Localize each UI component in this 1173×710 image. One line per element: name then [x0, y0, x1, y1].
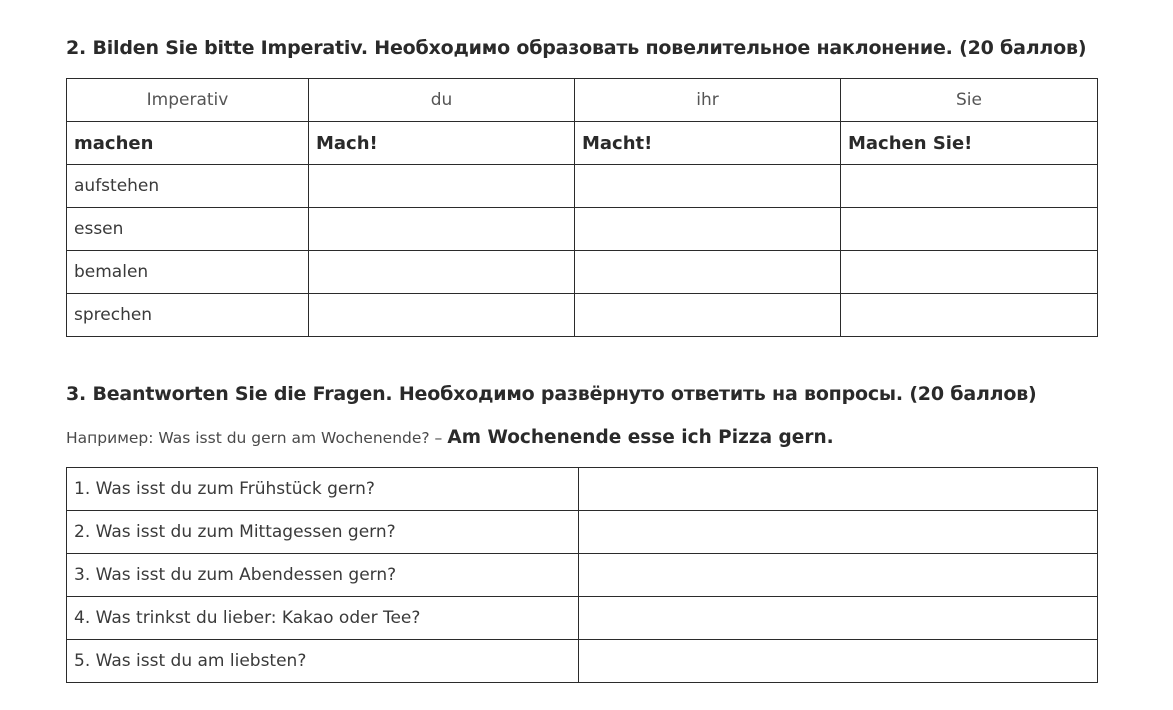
verb-cell: sprechen — [67, 294, 309, 337]
table-row — [67, 597, 1098, 640]
example-ihr-form: Macht! — [575, 122, 841, 165]
answer-cell-sie[interactable] — [841, 294, 1098, 337]
answer-cell-du[interactable] — [309, 294, 575, 337]
column-header-ihr: ihr — [575, 79, 841, 122]
example-du-form: Mach! — [309, 122, 575, 165]
table-row — [67, 208, 1098, 251]
answer-cell-du[interactable] — [309, 251, 575, 294]
example-sie-form: Machen Sie! — [841, 122, 1098, 165]
example-question: Например: Was isst du gern am Wochenende? – — [66, 429, 443, 447]
example-answer: Am Wochenende esse ich Pizza gern. — [447, 427, 834, 448]
question-cell: 5. Was isst du am liebsten? — [67, 640, 579, 683]
table-row — [67, 165, 1098, 208]
table-header-row — [67, 79, 1098, 122]
answer-cell-sie[interactable] — [841, 165, 1098, 208]
answer-cell[interactable] — [579, 640, 1098, 683]
imperativ-table — [66, 78, 1098, 337]
table-row — [67, 294, 1098, 337]
table-row — [67, 554, 1098, 597]
verb-cell: bemalen — [67, 251, 309, 294]
answer-cell-sie[interactable] — [841, 208, 1098, 251]
table-row — [67, 511, 1098, 554]
section-2-heading: 2. Bilden Sie bitte Imperativ. Необходимо образовать повелительное наклонение. (20 баллов) — [66, 37, 1087, 59]
questions-table — [66, 467, 1098, 683]
example-line — [66, 427, 834, 448]
answer-cell[interactable] — [579, 511, 1098, 554]
answer-cell-ihr[interactable] — [575, 165, 841, 208]
answer-cell-ihr[interactable] — [575, 208, 841, 251]
table-row — [67, 640, 1098, 683]
answer-cell[interactable] — [579, 597, 1098, 640]
section-3-heading: 3. Beantworten Sie die Fragen. Необходимо развёрнуто ответить на вопросы. (20 баллов) — [66, 383, 1037, 405]
table-row — [67, 251, 1098, 294]
answer-cell-du[interactable] — [309, 165, 575, 208]
question-cell: 1. Was isst du zum Frühstück gern? — [67, 468, 579, 511]
example-verb: machen — [67, 122, 309, 165]
question-cell: 3. Was isst du zum Abendessen gern? — [67, 554, 579, 597]
example-row — [67, 122, 1098, 165]
answer-cell-du[interactable] — [309, 208, 575, 251]
question-cell: 2. Was isst du zum Mittagessen gern? — [67, 511, 579, 554]
answer-cell[interactable] — [579, 468, 1098, 511]
answer-cell[interactable] — [579, 554, 1098, 597]
verb-cell: aufstehen — [67, 165, 309, 208]
answer-cell-ihr[interactable] — [575, 251, 841, 294]
answer-cell-sie[interactable] — [841, 251, 1098, 294]
verb-cell: essen — [67, 208, 309, 251]
answer-cell-ihr[interactable] — [575, 294, 841, 337]
column-header-imperativ: Imperativ — [67, 79, 309, 122]
column-header-sie: Sie — [841, 79, 1098, 122]
column-header-du: du — [309, 79, 575, 122]
table-row — [67, 468, 1098, 511]
question-cell: 4. Was trinkst du lieber: Kakao oder Tee? — [67, 597, 579, 640]
